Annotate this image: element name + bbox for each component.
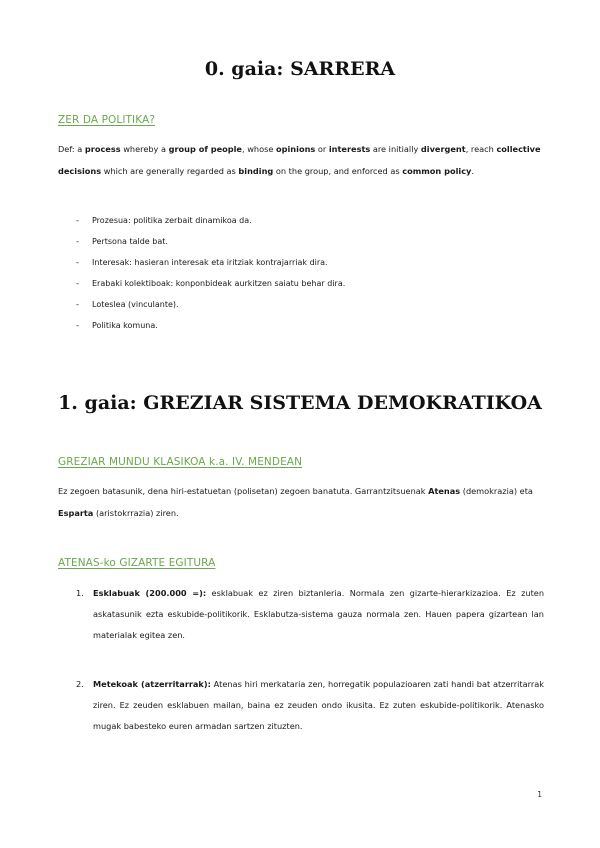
- list-item: - Erabaki kolektiboak: konponbideak aurkitzen saiatu behar dira.: [76, 279, 346, 288]
- section-heading-greziar-mundu: GREZIAR MUNDU KLASIKOA k.a. IV. MENDEAN: [58, 456, 303, 468]
- chapter-title-0: 0. gaia: SARRERA: [204, 58, 396, 80]
- greziar-paragraph: Ez zegoen batasunik, dena hiri-estatuetan (polisetan) zegoen banatuta. Garrantzitsuenak Atenas (demokrazia) eta Esparta (aristokrrazia) ziren.: [58, 486, 533, 518]
- list-item: - Loteslea (vinculante).: [76, 300, 179, 309]
- politika-bullet-list: [58, 210, 345, 336]
- section-heading-politika: ZER DA POLITIKA?: [58, 114, 155, 126]
- list-item: - Prozesua: politika zerbait dinamikoa da.: [76, 216, 252, 225]
- numbered-item-metekoak: 2. Metekoak (atzerritarrak): Atenas hiri merkataria zen, horregatik populazioaren zati handi bat atzerritarrak ziren. Ez zeuden esklabuen mailan, baina ez zeuden ondo ikusita. Ez zuten eskubide-politikorik. Atenasko mugak babesteko euren armadan sartzen zituzten.: [76, 679, 544, 731]
- page-number: 1: [537, 790, 542, 799]
- definition-paragraph: Def: a process whereby a group of people, whose opinions or interests are initially divergent, reach collective decisions which are generally regarded as binding on the group, and enforced as common policy.: [58, 144, 541, 176]
- section-heading-atenas: ATENAS-ko GIZARTE EGITURA: [58, 557, 216, 569]
- list-item: - Pertsona talde bat.: [76, 237, 168, 246]
- list-item: - Politika komuna.: [76, 321, 158, 330]
- list-item: - Interesak: hasieran interesak eta iritziak kontrajarriak dira.: [76, 258, 328, 267]
- chapter-title-1: 1. gaia: GREZIAR SISTEMA DEMOKRATIKOA: [58, 392, 542, 414]
- numbered-item-esklabuak: 1. Esklabuak (200.000 =): esklabuak ez ziren biztanleria. Normala zen gizarte-hierarkizazioa. Ez zuten askatasunik ezta eskubide-politikorik. Esklabutza-sistema gauza normala zen. Hauen papera gizartean lan materialak egitea zen.: [76, 588, 545, 640]
